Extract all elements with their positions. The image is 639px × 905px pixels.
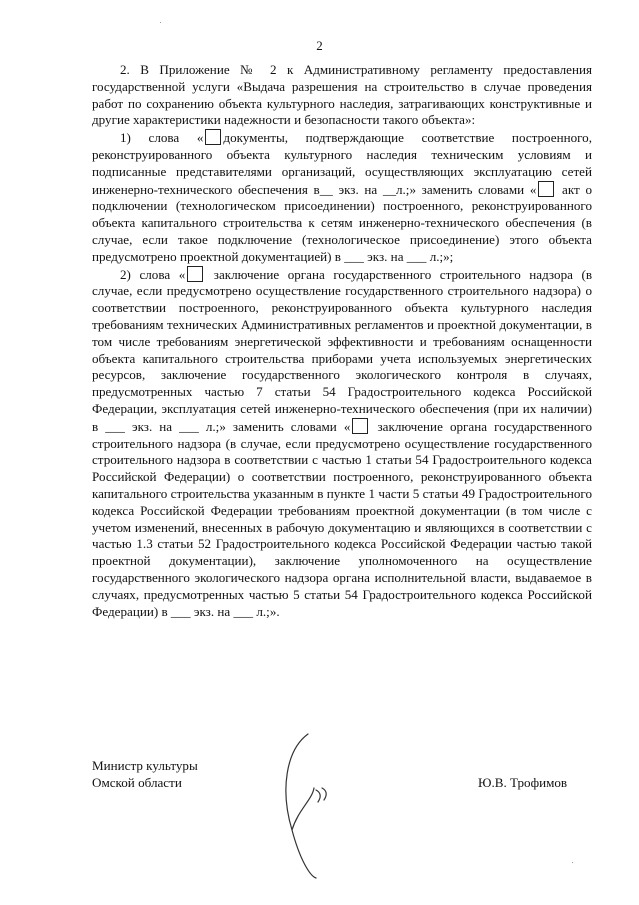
scan-speck xyxy=(160,22,161,23)
paragraph-subitem-2 xyxy=(92,266,592,621)
signatory-title: Министр культуры xyxy=(92,758,198,773)
checkbox-square xyxy=(205,129,221,145)
text-fragment: 2) слова « xyxy=(120,266,186,282)
text-fragment: 1) слова « xyxy=(120,130,204,146)
signatory-region: Омской области xyxy=(92,774,182,790)
text-fragment: заключение органа государственного строительного надзора (в случае, если предусмотрено осуществление государственного строительного надзора в соответствии с частью 1 статьи 54 Градостроительного кодекса Российской Федерации) о соответствии построенного, реконструированного объекта капитального строительства указанным в пункте 1 части 5 статьи 49 Градостроительного кодекса Российской Федерации требованиям проектной документации (в том числе с учетом изменений, внесенных в рабочую документацию и являющихся в соответствии с частью 1.3 статьи 52 Градостроительного кодекса Российской Федерации частью такой проектной документации), заключение уполномоченного на осуществление государственного экологического надзора органа исполнительной власти, выдаваемое в случаях, предусмотренных частью 5 статьи 54 Градостроительного кодекса Российской Федерации) в ___ экз. на ___ л.;». xyxy=(92,418,593,619)
checkbox-square xyxy=(538,181,554,197)
text-fragment: заключение органа государственного строительного надзора (в случае, если предусмотрено осуществление государственного строительного надзора) о соответствии построенного, реконструированного объекта культурного наследия требованиям технических Административных регламентов и проектной документации, в том числе требованиям энергетической эффективности и требованиям оснащенности объекта капитального строительства приборами учета используемых энергетических ресурсов, заключение государственного экологического контроля в случаях, предусмотренных частью 7 статьи 54 Градостроительного кодекса Российской Федерации, эксплуатация сетей инженерно-технического обеспечения (при их наличии) в ___ экз. на ___ л.;» заменить словами « xyxy=(92,266,593,434)
paragraph-item-2: 2. В Приложение № 2 к Административному регламенту предоставления государственной услуги «Выдача разрешения на строительство в случае проведения работ по сохранению объекта культурного наследия, затрагивающих конструктивные и другие характеристики надежности и безопасности такого объекта»: xyxy=(92,62,592,128)
text-fragment: акт о подключении (технологическом присоединении) построенного, реконструированного объекта капитального строительства к сетям инженерно-технического обеспечения (в случае, если такое подключение (технологическое присоединение) этого объекта предусмотрено проектной документацией) в ___ экз. на ___ л.;»; xyxy=(92,181,592,264)
signatory-position xyxy=(92,758,198,792)
checkbox-square xyxy=(187,266,203,282)
handwritten-signature xyxy=(278,730,348,880)
signatory-name: Ю.В. Трофимов xyxy=(478,775,568,790)
page-number: 2 xyxy=(316,38,323,53)
scan-speck xyxy=(572,862,573,863)
text-fragment: документы, подтверждающие соответствие построенного, реконструированного объекта культурного наследия техническим условиям и подписанные представителями организаций, осуществляющих эксплуатацию сетей инженерно-технического обеспечения в__ экз. на __л.;» заменить словами « xyxy=(92,130,592,197)
document-body xyxy=(92,62,592,620)
checkbox-square xyxy=(352,418,368,434)
paragraph-subitem-1 xyxy=(92,129,592,265)
